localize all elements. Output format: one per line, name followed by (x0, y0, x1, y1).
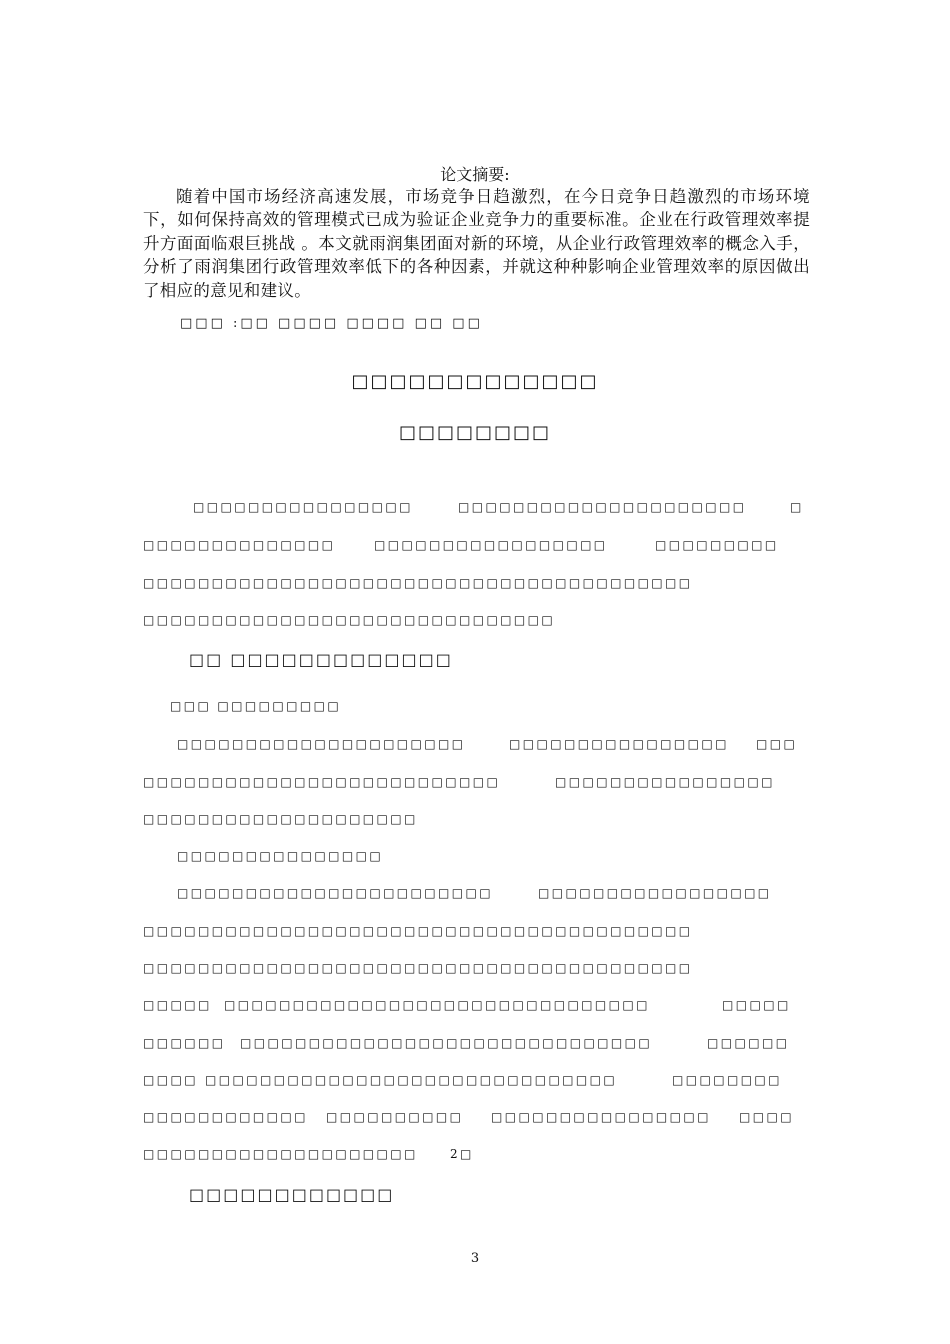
body-line-6-segment-1: □□□□□□□□□□□□□□□□□□□□□□□□□□ (143, 775, 501, 789)
body-line-10-segment-1: □□□□□□□□□□□□□□□□□□□□□□□□□□□□□□□□□□□□□□□□ (143, 924, 693, 938)
body-line-15-segment-4: □□□□ (739, 1110, 794, 1124)
body-line-15-segment-3: □□□□□□□□□□□□□□□□ (491, 1110, 711, 1124)
body-line-1-segment-1: □□□□□□□□□□□□□□□□ (193, 500, 413, 514)
paper-title-line1: □□□□□□□□□□□□□ (351, 371, 599, 392)
body-line-11-segment-1: □□□□□□□□□□□□□□□□□□□□□□□□□□□□□□□□□□□□□□□□ (143, 961, 693, 975)
keywords-line: □□□ :□□ □□□□ □□□□ □□ □□ (180, 316, 483, 331)
body-line-15-segment-1: □□□□□□□□□□□□ (143, 1110, 308, 1124)
body-line-6-segment-2: □□□□□□□□□□□□□□□□ (555, 775, 775, 789)
body-line-13-segment-3: □□□□□□ (707, 1036, 790, 1050)
body-line-5-segment-1: □□□□□□□□□□□□□□□□□□□□□ (177, 737, 466, 751)
body-line-12-segment-3: □□□□□ (722, 998, 791, 1012)
page-number: 3 (470, 1251, 480, 1266)
body-line-14-segment-2: □□□□□□□□□□□□□□□□□□□□□□□□□□□□□□ (205, 1073, 618, 1087)
body-line-2-segment-3: □□□□□□□□□ (655, 538, 779, 552)
body-line-9-segment-2: □□□□□□□□□□□□□□□□□ (538, 886, 772, 900)
body-line-16-segment-1: □□□□□□□□□□□□□□□□□□□□ (143, 1147, 418, 1161)
body-line-12-segment-1: □□□□□ (143, 998, 212, 1012)
body-line-5-segment-3: □□□ (756, 737, 798, 751)
section-heading-2: □□□□□□□□□□□□ (189, 1185, 395, 1204)
body-line-14-segment-1: □□□□ (143, 1073, 198, 1087)
body-line-9-segment-1: □□□□□□□□□□□□□□□□□□□□□□□ (177, 886, 493, 900)
abstract-body: 随着中国市场经济高速发展，市场竞争日趋激烈，在今日竞争日趋激烈的市场环境下，如何保持高效的管理模式已成为验证企业竞争力的重要标准。企业在行政管理效率提升方面面临艰巨挑战 。本文就雨润集团面对新的环境，从企业行政管理效率的概念入手，分析了雨润集团行政管理效率低下的各种因素，并就这种种影响企业管理效率的原因做出了相应的意见和建议。 (143, 187, 810, 300)
abstract-title: 论文摘要: (440, 165, 510, 184)
paper-title-line2: □□□□□□□□ (398, 422, 552, 443)
body-line-1-segment-3: □ (790, 500, 804, 514)
body-line-13-segment-2: □□□□□□□□□□□□□□□□□□□□□□□□□□□□□□ (240, 1036, 653, 1050)
body-line-15-segment-2: □□□□□□□□□□ (326, 1110, 464, 1124)
body-line-2-segment-1: □□□□□□□□□□□□□□ (143, 538, 336, 552)
body-line-12-segment-2: □□□□□□□□□□□□□□□□□□□□□□□□□□□□□□□ (224, 998, 650, 1012)
body-line-8-segment-1: □□□□□□□□□□□□□□□ (177, 849, 384, 863)
body-line-14-segment-3: □□□□□□□□ (672, 1073, 782, 1087)
body-line-7-segment-1: □□□□□□□□□□□□□□□□□□□□ (143, 812, 418, 826)
body-line-2-segment-2: □□□□□□□□□□□□□□□□□ (374, 538, 608, 552)
body-line-4-segment-1: □□□□□□□□□□□□□□□□□□□□□□□□□□□□□□ (143, 613, 556, 627)
subsection-heading-1: □□□ □□□□□□□□□ (170, 699, 342, 713)
section-heading-1: □□ □□□□□□□□□□□□□ (189, 650, 453, 669)
body-line-5-segment-2: □□□□□□□□□□□□□□□□ (509, 737, 729, 751)
body-line-13-segment-1: □□□□□□ (143, 1036, 226, 1050)
body-line-1-segment-2: □□□□□□□□□□□□□□□□□□□□□ (458, 500, 747, 514)
body-line-3-segment-1: □□□□□□□□□□□□□□□□□□□□□□□□□□□□□□□□□□□□□□□□ (143, 576, 693, 590)
body-line-16-segment-2: 2□ (450, 1147, 474, 1161)
